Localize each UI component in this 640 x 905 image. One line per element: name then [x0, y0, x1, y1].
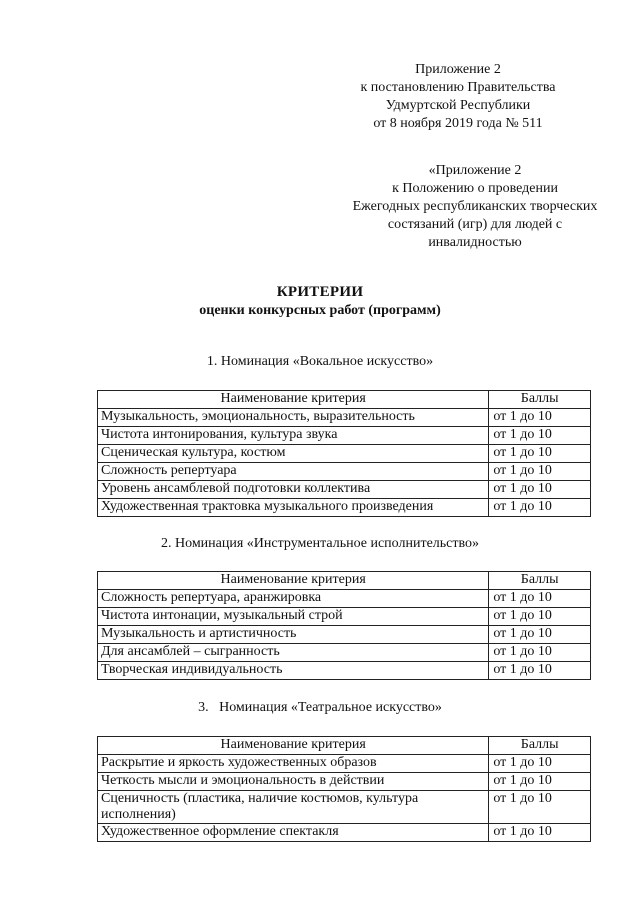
criterion-name: Музыкальность, эмоциональность, выразительность	[98, 409, 489, 427]
table-header-row	[98, 572, 591, 590]
regulation-appendix-line: Ежегодных республиканских творческих	[352, 199, 598, 214]
table-row	[98, 499, 591, 517]
criterion-name: Для ансамблей – сыгранность	[98, 644, 489, 662]
table-row	[98, 445, 591, 463]
table-row	[98, 590, 591, 608]
criteria-table-vocal	[97, 390, 591, 517]
document-subtitle: оценки конкурсных работ (программ)	[199, 303, 441, 318]
criterion-name: Музыкальность и артистичность	[98, 626, 489, 644]
criteria-table-instrumental	[97, 571, 591, 680]
criterion-name: Художественная трактовка музыкального произведения	[98, 499, 489, 517]
criterion-name: Сценическая культура, костюм	[98, 445, 489, 463]
criterion-score: от 1 до 10	[489, 499, 591, 517]
table-header-row	[98, 391, 591, 409]
criterion-score: от 1 до 10	[489, 608, 591, 626]
table-row	[98, 427, 591, 445]
table-row	[98, 463, 591, 481]
column-header-criterion: Наименование критерия	[98, 737, 489, 755]
criterion-name: Сложность репертуара, аранжировка	[98, 590, 489, 608]
government-decree-appendix-block	[336, 61, 580, 133]
table-row	[98, 755, 591, 773]
criterion-name: Чистота интонации, музыкальный строй	[98, 608, 489, 626]
criterion-score: от 1 до 10	[489, 662, 591, 680]
criterion-name: Уровень ансамблевой подготовки коллектива	[98, 481, 489, 499]
table-row	[98, 824, 591, 842]
criterion-score: от 1 до 10	[489, 644, 591, 662]
section-heading-instrumental: 2. Номинация «Инструментальное исполнительство»	[160, 536, 480, 551]
criterion-score: от 1 до 10	[489, 427, 591, 445]
criterion-score: от 1 до 10	[489, 481, 591, 499]
table-row	[98, 773, 591, 791]
appendix-line: Удмуртской Республики	[385, 98, 531, 113]
criterion-score: от 1 до 10	[489, 791, 591, 824]
table-row	[98, 409, 591, 427]
column-header-criterion: Наименование критерия	[98, 391, 489, 409]
table-row	[98, 791, 591, 824]
criterion-name: Раскрытие и яркость художественных образов	[98, 755, 489, 773]
criterion-score: от 1 до 10	[489, 463, 591, 481]
criterion-score: от 1 до 10	[489, 755, 591, 773]
criterion-name: Четкость мысли и эмоциональность в действии	[98, 773, 489, 791]
appendix-line: от 8 ноября 2019 года № 511	[373, 116, 543, 131]
table-row	[98, 608, 591, 626]
criterion-name: Художественное оформление спектакля	[98, 824, 489, 842]
criterion-name: Сценичность (пластика, наличие костюмов, культура исполнения)	[98, 791, 489, 824]
table-row	[98, 644, 591, 662]
column-header-score: Баллы	[489, 737, 591, 755]
table-row	[98, 626, 591, 644]
criterion-score: от 1 до 10	[489, 445, 591, 463]
table-row	[98, 662, 591, 680]
criterion-name: Чистота интонирования, культура звука	[98, 427, 489, 445]
table-header-row	[98, 737, 591, 755]
criterion-score: от 1 до 10	[489, 773, 591, 791]
regulation-appendix-line: «Приложение 2	[428, 163, 522, 178]
criterion-name: Сложность репертуара	[98, 463, 489, 481]
appendix-line: к постановлению Правительства	[360, 80, 556, 95]
table-row	[98, 481, 591, 499]
criterion-score: от 1 до 10	[489, 590, 591, 608]
section-heading-vocal: 1. Номинация «Вокальное искусство»	[206, 354, 434, 369]
column-header-score: Баллы	[489, 572, 591, 590]
appendix-line: Приложение 2	[415, 62, 501, 77]
regulation-appendix-block	[324, 162, 626, 252]
regulation-appendix-line: состязаний (игр) для людей с	[387, 217, 563, 232]
column-header-score: Баллы	[489, 391, 591, 409]
regulation-appendix-line: к Положению о проведении	[392, 181, 558, 196]
column-header-criterion: Наименование критерия	[98, 572, 489, 590]
criterion-score: от 1 до 10	[489, 626, 591, 644]
criterion-score: от 1 до 10	[489, 824, 591, 842]
section-heading-theatre: 3. Номинация «Театральное искусство»	[198, 700, 442, 715]
criterion-score: от 1 до 10	[489, 409, 591, 427]
document-title: КРИТЕРИИ	[276, 284, 364, 300]
criterion-name: Творческая индивидуальность	[98, 662, 489, 680]
criteria-table-theatre	[97, 736, 591, 842]
regulation-appendix-line: инвалидностью	[428, 235, 522, 250]
